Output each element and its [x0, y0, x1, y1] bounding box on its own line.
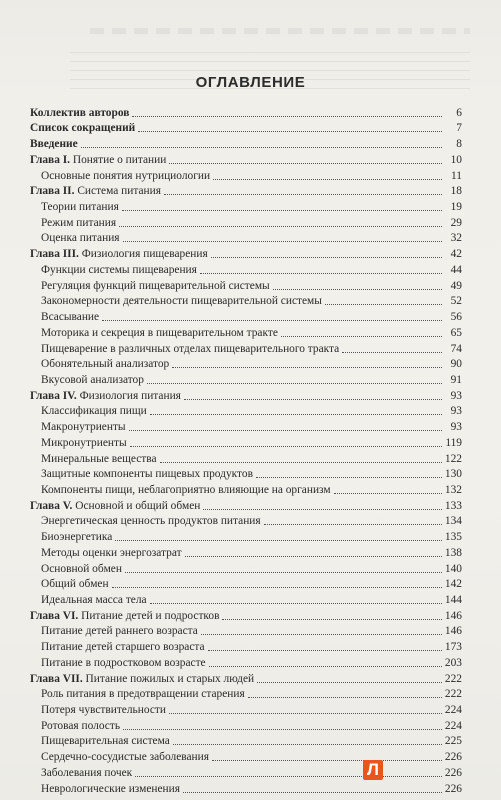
page-number: 122: [444, 452, 462, 465]
dot-leader: [183, 792, 442, 793]
toc-entry: [30, 560, 462, 576]
toc-entry: [30, 340, 462, 356]
toc-entry: [30, 466, 462, 482]
toc-entry-label: Макронутриенты: [41, 421, 126, 434]
dot-leader: [102, 320, 442, 321]
chapter-title: Физиология питания: [79, 389, 181, 402]
dot-leader: [122, 210, 442, 211]
toc-entry: [30, 135, 462, 151]
toc-entry-label: Регуляция функций пищеварительной системы: [41, 279, 270, 292]
toc-chapter-entry: [30, 497, 462, 513]
page-number: 224: [444, 704, 462, 717]
page-number: 93: [450, 389, 462, 402]
dot-leader: [150, 414, 442, 415]
toc-entry-label: [30, 248, 208, 261]
dot-leader: [150, 603, 442, 604]
page-number: 119: [445, 436, 462, 449]
show-through-header: [90, 28, 470, 34]
dot-leader: [213, 179, 442, 180]
chapter-number: Глава V.: [30, 499, 73, 512]
toc-entry: [30, 104, 462, 120]
page-number: 133: [444, 499, 462, 512]
chapter-number: Глава II.: [30, 185, 75, 198]
dot-leader: [160, 462, 442, 463]
toc-entry: [30, 764, 462, 780]
dot-leader: [112, 587, 442, 588]
dot-leader: [132, 116, 442, 117]
dot-leader: [257, 682, 442, 683]
page-number: 18: [450, 185, 462, 198]
page-number: 7: [456, 122, 462, 135]
toc-chapter-entry: [30, 607, 462, 623]
toc-chapter-entry: [30, 151, 462, 167]
dot-leader: [81, 147, 442, 148]
dot-leader: [172, 367, 442, 368]
page-number: 6: [456, 106, 462, 119]
toc-entry: [30, 324, 462, 340]
toc-entry-label: [30, 154, 166, 167]
toc-entry: [30, 418, 462, 434]
toc-entry-label: Идеальная масса тела: [41, 594, 147, 606]
page-number: 49: [450, 279, 462, 292]
page-number: 224: [444, 719, 462, 732]
dot-leader: [264, 524, 442, 525]
toc-entry-label: Неврологические изменения: [41, 782, 180, 795]
chapter-title: Система питания: [77, 185, 161, 198]
page-number: 56: [450, 311, 462, 324]
dot-leader: [208, 650, 442, 651]
chapter-number: Глава III.: [30, 248, 79, 261]
toc-entry: [30, 528, 462, 544]
page-number: 173: [444, 641, 462, 654]
dot-leader: [185, 556, 442, 557]
toc-entry-label: Защитные компоненты пищевых продуктов: [41, 468, 253, 481]
toc-entry-label: Список сокращений: [30, 122, 136, 135]
toc-entry-label: Компоненты пищи, неблагоприятно влияющие на организм: [41, 483, 331, 496]
toc-entry-label: Ротовая полость: [41, 719, 121, 732]
dot-leader: [201, 634, 442, 635]
page-number: 135: [444, 531, 462, 544]
dot-leader: [334, 493, 442, 494]
dot-leader: [123, 241, 442, 242]
toc-entry: [30, 623, 462, 639]
toc-entry: [30, 434, 462, 450]
toc-entry-label: [30, 610, 219, 623]
chapter-title: Питание пожилых и старых людей: [85, 672, 255, 685]
toc-entry-label: Оценка питания: [41, 232, 120, 245]
page-number: 93: [450, 405, 462, 418]
toc-entry: [30, 701, 462, 717]
dot-leader: [147, 383, 442, 384]
page-number: 203: [444, 656, 462, 669]
dot-leader: [256, 477, 442, 478]
chapter-number: Глава VII.: [30, 672, 83, 685]
toc-entry: [30, 733, 462, 749]
toc-entry-label: Роль питания в предотвращении старения: [41, 688, 245, 701]
page-number: 144: [444, 594, 462, 606]
toc-entry: [30, 748, 462, 764]
toc-entry: [30, 230, 462, 246]
page-number: 138: [444, 546, 462, 559]
toc-entry-label: Режим питания: [41, 216, 117, 229]
page-number: 225: [444, 735, 462, 748]
toc-entry-label: [30, 673, 254, 686]
toc-entry-label: Вкусовой анализатор: [41, 373, 144, 386]
toc-entry: [30, 544, 462, 560]
dot-leader: [184, 399, 442, 400]
toc-entry: [30, 261, 462, 277]
toc-entry-label: Заболевания почек: [41, 766, 133, 779]
toc-entry-label: Потеря чувствительности: [41, 704, 166, 717]
toc-entry-label: Основные понятия нутрициологии: [41, 169, 211, 182]
page-number: 52: [450, 295, 462, 308]
toc-entry: [30, 513, 462, 529]
toc-entry-label: Питание детей раннего возраста: [41, 625, 198, 638]
dot-leader: [211, 257, 442, 258]
toc-entry: [30, 277, 462, 293]
toc-chapter-entry: [30, 670, 462, 686]
page-number: 32: [450, 232, 462, 245]
chapter-number: Глава IV.: [30, 389, 77, 402]
chapter-title: Физиология пищеварения: [81, 248, 208, 261]
dot-leader: [130, 446, 442, 447]
toc-entry: [30, 450, 462, 466]
dot-leader: [248, 697, 442, 698]
toc-chapter-entry: [30, 245, 462, 261]
dot-leader: [123, 729, 442, 730]
toc-entry: [30, 198, 462, 214]
chapter-number: Глава VI.: [30, 609, 79, 622]
page-number: 90: [450, 358, 462, 371]
toc-entry: [30, 371, 462, 387]
toc-entry: [30, 481, 462, 497]
page-number: 130: [444, 468, 462, 481]
toc-chapter-entry: [30, 183, 462, 199]
page-number: 8: [456, 138, 462, 151]
dot-leader: [209, 666, 442, 667]
page-number: 65: [450, 326, 462, 339]
dot-leader: [273, 289, 442, 290]
toc-entry-label: Обонятельный анализатор: [41, 358, 170, 371]
toc-entry-label: Закономерности деятельности пищеварительной системы: [41, 295, 322, 308]
page-number: 132: [444, 483, 462, 496]
toc-entry-label: Основной обмен: [41, 562, 122, 575]
toc-entry-label: Всасывание: [41, 311, 100, 324]
toc-entry: [30, 120, 462, 136]
page-number: 146: [444, 625, 462, 638]
dot-leader: [135, 776, 442, 777]
toc-entry: [30, 591, 462, 607]
dot-leader: [169, 163, 442, 164]
chapter-title: Основной и общий обмен: [75, 499, 201, 512]
toc-entry-label: Питание в подростковом возрасте: [41, 656, 206, 669]
toc-entry-label: [30, 185, 161, 198]
page-number: 146: [444, 609, 462, 622]
dot-leader: [125, 572, 442, 573]
toc-entry-label: Теории питания: [41, 201, 119, 214]
dot-leader: [119, 226, 442, 227]
page-number: 44: [450, 263, 462, 276]
toc-entry-label: Коллектив авторов: [30, 106, 130, 119]
page-number: 74: [450, 342, 462, 355]
dot-leader: [342, 352, 442, 353]
page-number: 134: [444, 515, 462, 528]
toc-chapter-entry: [30, 387, 462, 403]
dot-leader: [222, 619, 442, 620]
page-number: 142: [444, 578, 462, 591]
toc-entry-label: Классификация пищи: [41, 405, 147, 418]
chapter-title: Понятие о питании: [72, 153, 167, 166]
page-number: 226: [444, 751, 462, 764]
toc-entry-label: Сердечно-сосудистые заболевания: [41, 751, 209, 764]
toc-entry-label: Пищеварение в различных отделах пищеварительного тракта: [41, 342, 340, 355]
toc-entry-label: Пищеварительная система: [41, 735, 170, 748]
toc-entry-label: Питание детей старшего возраста: [41, 641, 205, 654]
dot-leader: [212, 760, 442, 761]
table-of-contents: [30, 104, 462, 796]
page-number: 11: [451, 169, 462, 182]
toc-entry-label: Функции системы пищеварения: [41, 263, 197, 276]
chapter-title: Питание детей и подростков: [81, 609, 220, 622]
toc-entry-label: Минеральные вещества: [41, 452, 157, 465]
toc-entry-label: Микронутриенты: [41, 436, 127, 449]
dot-leader: [173, 744, 442, 745]
dot-leader: [281, 336, 442, 337]
page-title: ОГЛАВЛЕНИЕ: [195, 74, 306, 91]
toc-entry-label: Введение: [30, 138, 78, 151]
toc-entry: [30, 654, 462, 670]
toc-entry: [30, 356, 462, 372]
toc-entry: [30, 167, 462, 183]
toc-entry: [30, 214, 462, 230]
dot-leader: [115, 540, 442, 541]
dot-leader: [325, 304, 442, 305]
dot-leader: [138, 131, 442, 132]
page-number: 29: [450, 216, 462, 229]
toc-entry: [30, 686, 462, 702]
page-number: 91: [450, 373, 462, 386]
toc-entry: [30, 717, 462, 733]
page-number: 10: [450, 153, 462, 166]
toc-entry: [30, 638, 462, 654]
dot-leader: [169, 713, 442, 714]
page-number: 19: [450, 201, 462, 214]
page-number: 93: [450, 421, 462, 434]
toc-entry-label: Биоэнергетика: [41, 531, 113, 544]
toc-entry-label: Моторика и секреция в пищеварительном тракте: [41, 326, 278, 339]
page-number: 226: [444, 782, 462, 795]
toc-entry-label: [30, 500, 200, 513]
toc-entry: [30, 308, 462, 324]
toc-entry: [30, 576, 462, 592]
toc-entry: [30, 780, 462, 796]
toc-entry-label: Энергетическая ценность продуктов питания: [41, 515, 261, 528]
dot-leader: [129, 430, 442, 431]
dot-leader: [203, 509, 442, 510]
page-number: 222: [444, 672, 462, 685]
dot-leader: [164, 194, 442, 195]
toc-entry-label: [30, 390, 181, 403]
chapter-number: Глава I.: [30, 153, 71, 166]
page-number: 42: [450, 248, 462, 261]
labirint-logo-icon: Л: [363, 760, 383, 780]
toc-entry: [30, 403, 462, 419]
toc-entry: [30, 293, 462, 309]
page-number: 226: [444, 766, 462, 779]
page-number: 222: [444, 688, 462, 701]
toc-entry-label: Общий обмен: [41, 578, 109, 591]
page-number: 140: [444, 562, 462, 575]
dot-leader: [200, 273, 442, 274]
toc-entry-label: Методы оценки энергозатрат: [41, 546, 182, 559]
